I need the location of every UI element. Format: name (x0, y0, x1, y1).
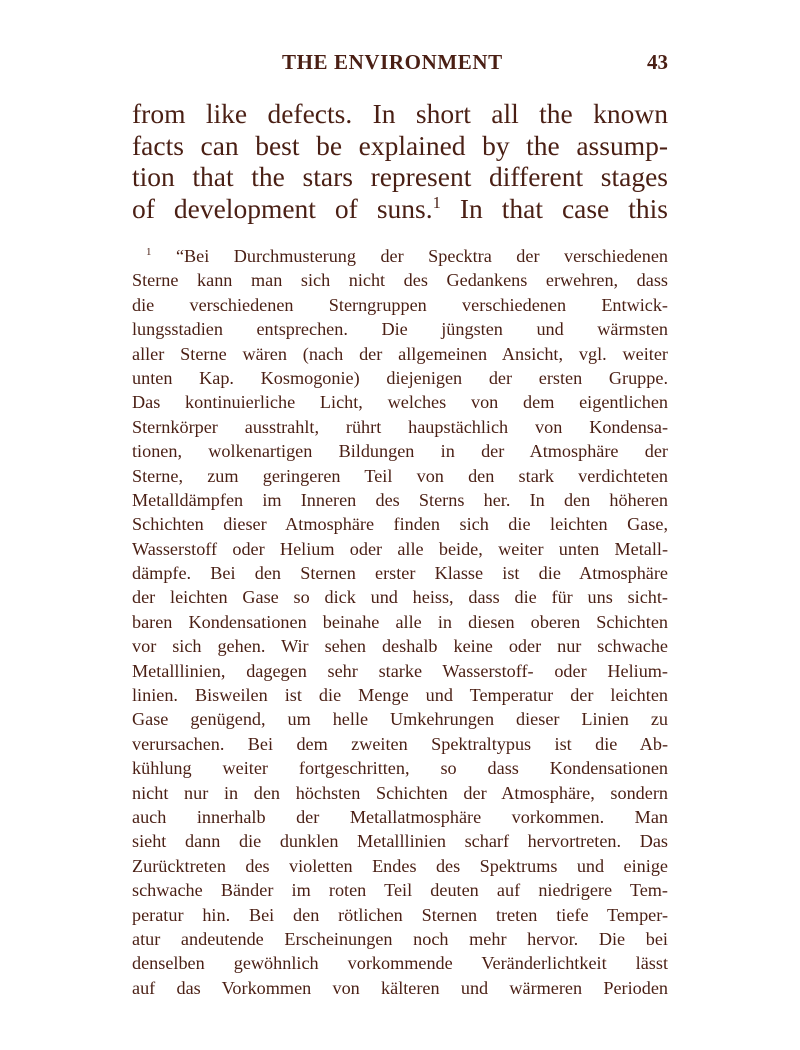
running-head (132, 50, 668, 80)
footnote-text-segment: “Bei Durchmusterung der Specktra der verschiedenen (175, 246, 669, 266)
running-title: THE ENVIRONMENT (282, 50, 503, 74)
footnote-line: nicht nur in den höchsten Schichten der Atmosphäre, sondern (132, 782, 668, 803)
page-number: 43 (647, 50, 668, 74)
footnote-line: dämpfe. Bei den Sternen erster Klasse ist die Atmosphäre (132, 563, 668, 584)
footnote-line: denselben gewöhnlich vorkommende Veränderlichtkeit lässt (132, 953, 668, 974)
footnote-line: Schichten dieser Atmosphäre finden sich die leichten Gase, (132, 514, 668, 535)
footnote-line: Das kontinuierliche Licht, welches von dem eigentlichen (132, 392, 668, 413)
footnote-line: unten Kap. Kosmogonie) diejenigen der ersten Gruppe. (132, 367, 668, 388)
footnote-line: peratur hin. Bei den rötlichen Sternen treten tiefe Temper- (132, 904, 668, 925)
footnote-line: die verschiedenen Sterngruppen verschiedenen Entwick- (132, 294, 668, 315)
footnote-line: tionen, wolkenartigen Bildungen in der Atmosphäre der (132, 441, 668, 462)
footnote-line: Wasserstoff oder Helium oder alle beide, weiter unten Metall- (132, 538, 668, 559)
footnote-marker: 1 (146, 245, 152, 258)
footnote-line: Sternkörper ausstrahlt, rührt haupstächlich von Kondensa- (132, 416, 668, 437)
footnote-line: lungsstadien entsprechen. Die jüngsten und wärmsten (132, 319, 668, 340)
footnote-line: Sterne kann man sich nicht des Gedankens erwehren, dass (132, 270, 668, 291)
body-line: from like defects. In short all the known (132, 98, 668, 129)
footnote-line: Metalllinien, dagegen sehr starke Wasserstoff- oder Helium- (132, 660, 668, 681)
footnote-line: auf das Vorkommen von kälteren und wärmeren Perioden (132, 977, 668, 998)
footnote-line: Zurücktreten des violetten Endes des Spektrums und einige (132, 855, 668, 876)
footnote-line: sieht dann die dunklen Metalllinien scharf hervortreten. Das (132, 831, 668, 852)
footnote-line: Sterne, zum geringeren Teil von den stark verdichteten (132, 465, 668, 486)
footnote-line: baren Kondensationen beinahe alle in diesen oberen Schichten (132, 611, 668, 632)
footnote-first-line (132, 244, 668, 268)
footnote-line: kühlung weiter fortgeschritten, so dass Kondensationen (132, 758, 668, 779)
footnote-line: linien. Bisweilen ist die Menge und Temperatur der leichten (132, 685, 668, 706)
body-text-segment: of development of suns. (132, 192, 433, 224)
footnote-line: aller Sterne wären (nach der allgemeinen Ansicht, vgl. weiter (132, 343, 668, 364)
footnote-line: vor sich gehen. Wir sehen deshalb keine oder nur schwache (132, 636, 668, 657)
footnote-line: der leichten Gase so dick und heiss, dass die für uns sicht- (132, 587, 668, 608)
footnote-reference: 1 (432, 192, 441, 212)
footnote-line: schwache Bänder im roten Teil deuten auf niedrigere Tem- (132, 880, 668, 901)
footnote-line: Gase genügend, um helle Umkehrungen dieser Linien zu (132, 709, 668, 730)
body-line: facts can best be explained by the assump- (132, 129, 668, 161)
footnote (132, 244, 668, 1000)
footnote-line: Metalldämpfen im Inneren des Sterns her. In den höheren (132, 489, 668, 510)
body-text (132, 98, 668, 224)
body-line: tion that the stars represent different stages (132, 161, 668, 192)
body-line-last (132, 193, 668, 225)
footnote-line: verursachen. Bei dem zweiten Spektraltypus ist die Ab- (132, 733, 668, 754)
footnote-line: auch innerhalb der Metallatmosphäre vorkommen. Man (132, 806, 668, 827)
body-text-segment: In that case this (440, 192, 668, 224)
footnote-line: atur andeutende Erscheinungen noch mehr hervor. Die bei (132, 928, 668, 949)
